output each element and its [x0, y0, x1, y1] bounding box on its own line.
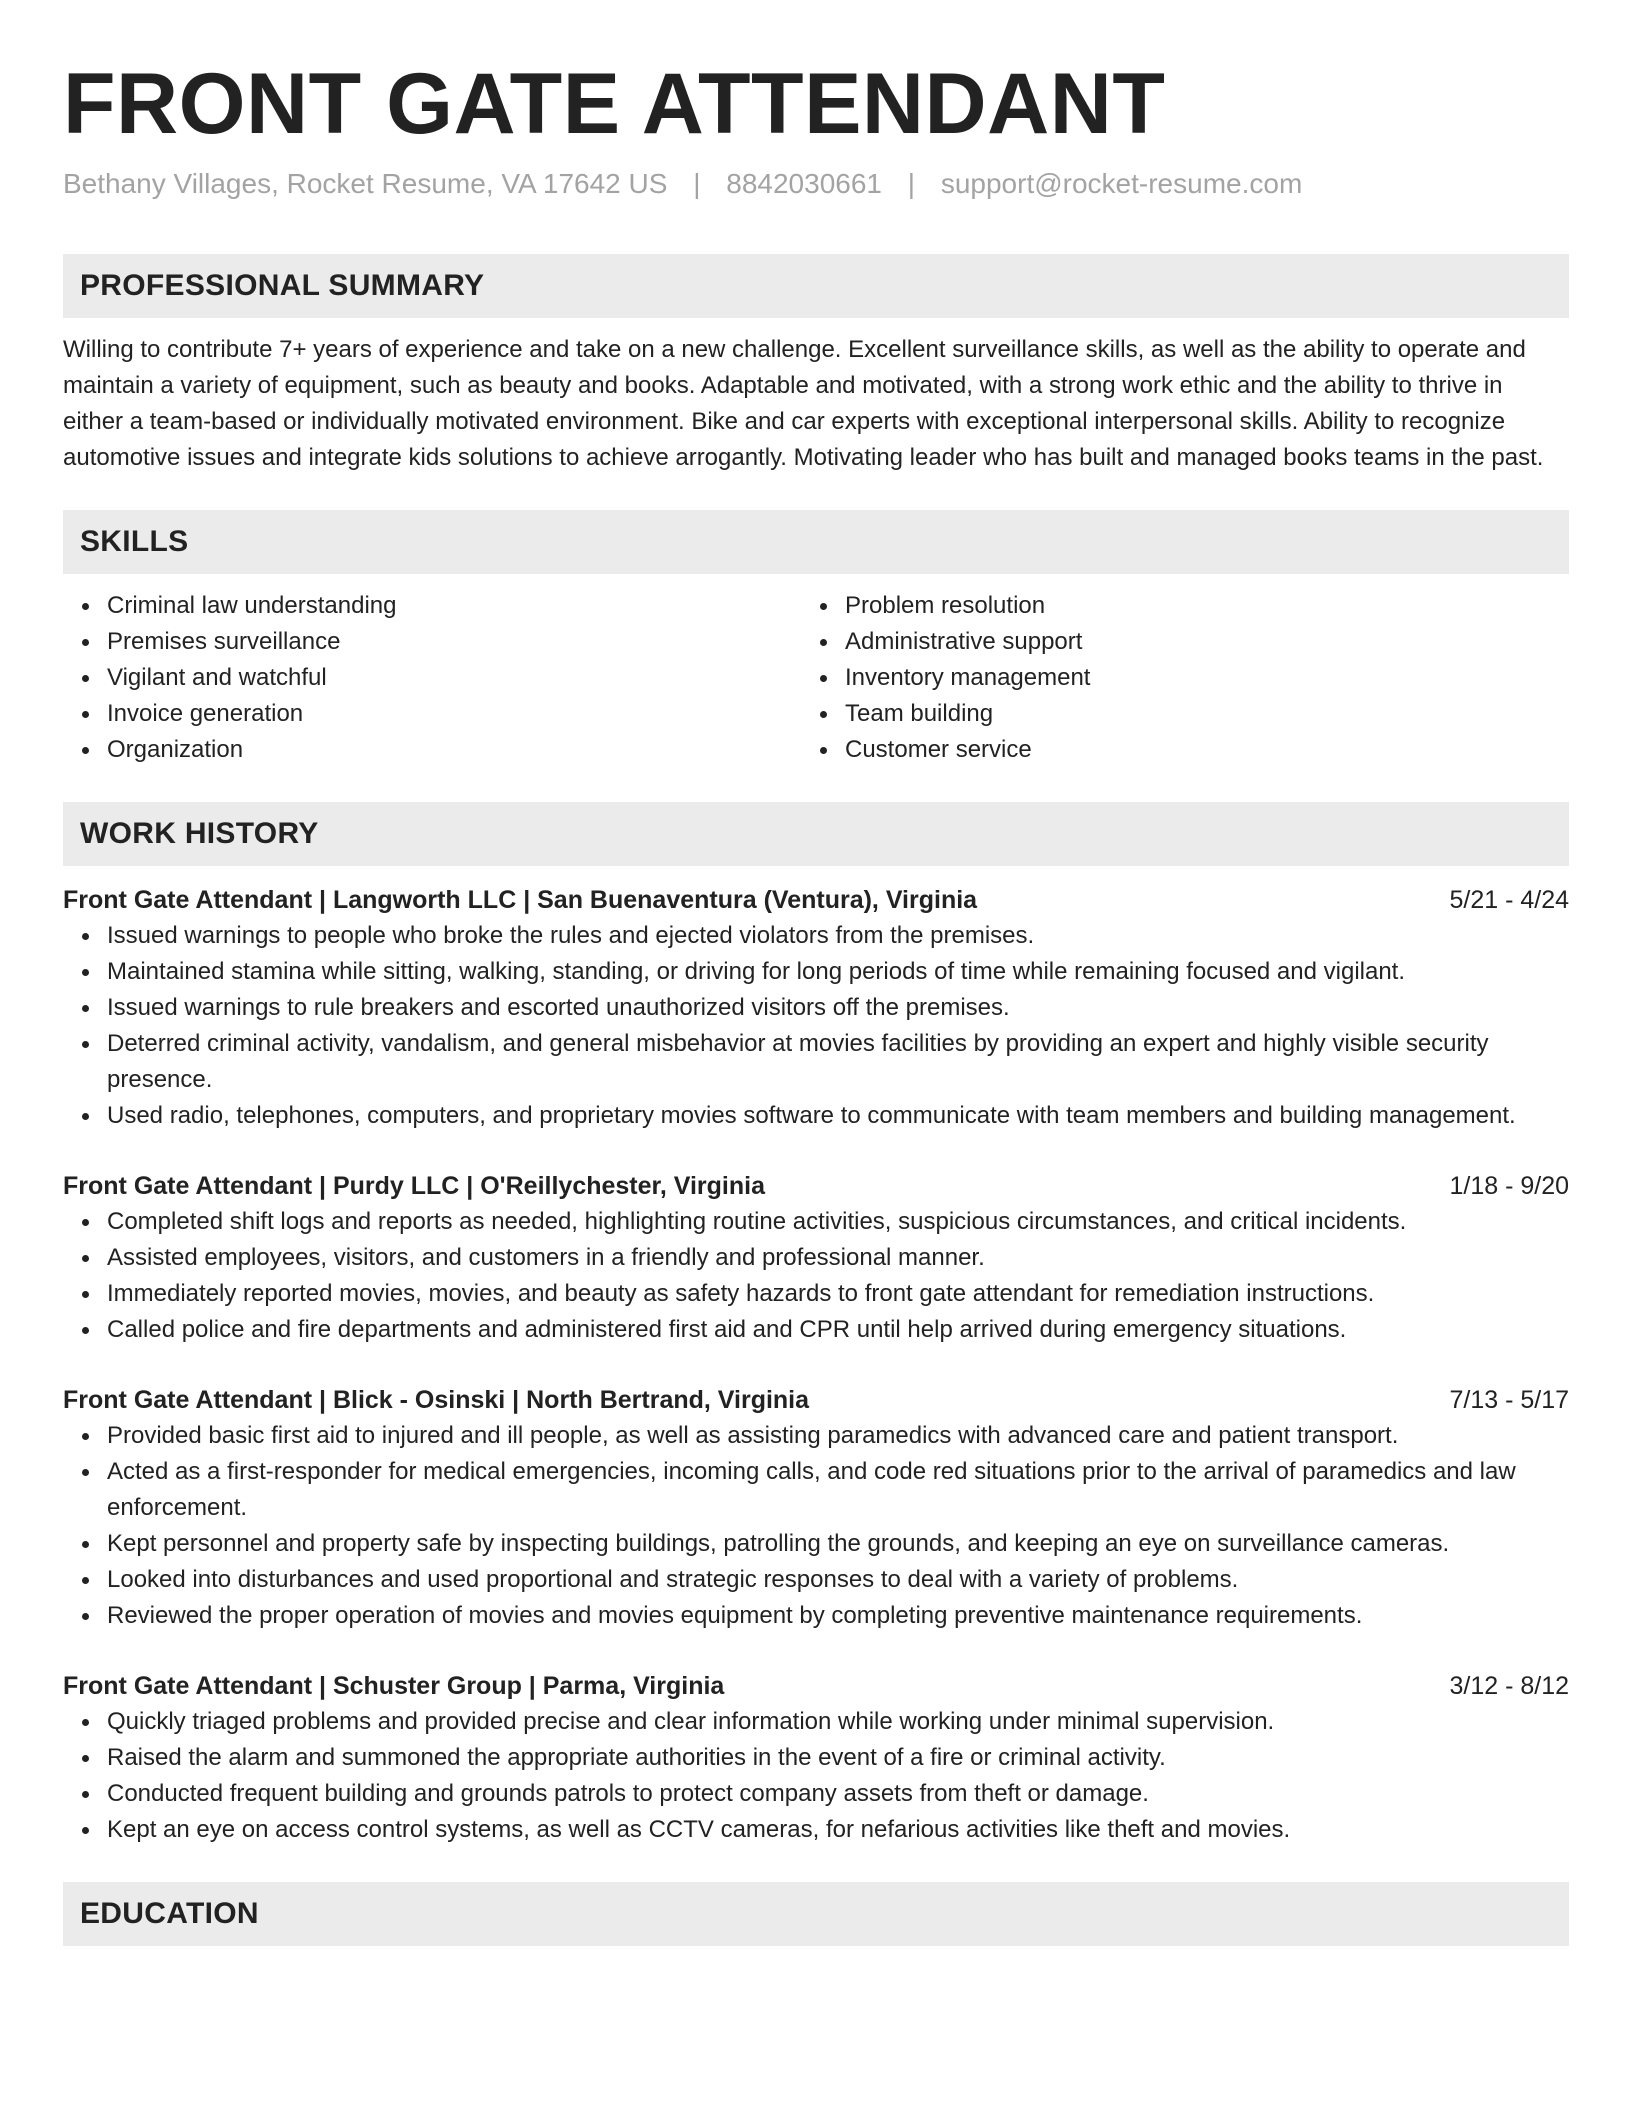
job-dates: 3/12 - 8/12 — [1449, 1672, 1569, 1700]
skills-list-left — [63, 588, 801, 768]
skill-item: Organization — [107, 732, 801, 768]
skills-grid — [63, 588, 1569, 768]
job-bullet: Provided basic first aid to injured and ill people, as well as assisting paramedics with advanced care and patient transport. — [107, 1418, 1569, 1454]
job-bullet: Quickly triaged problems and provided precise and clear information while working under minimal supervision. — [107, 1704, 1569, 1740]
job-bullets — [63, 1418, 1569, 1634]
section-header-work-history: WORK HISTORY — [63, 802, 1569, 866]
contact-separator: | — [907, 168, 916, 199]
contact-phone: 8842030661 — [726, 168, 882, 199]
contact-address: Bethany Villages, Rocket Resume, VA 17642 US — [63, 168, 668, 199]
job-title: Front Gate Attendant | Blick - Osinski | North Bertrand, Virginia — [63, 1386, 810, 1414]
job-header — [63, 1668, 1569, 1704]
job-bullet: Issued warnings to people who broke the rules and ejected violators from the premises. — [107, 918, 1569, 954]
skill-item: Inventory management — [845, 660, 1569, 696]
job-bullet: Acted as a first-responder for medical emergencies, incoming calls, and code red situations prior to the arrival of paramedics and law enforcement. — [107, 1454, 1569, 1526]
job-bullets — [63, 918, 1569, 1134]
job-entry — [63, 1382, 1569, 1634]
job-header — [63, 1168, 1569, 1204]
skill-item: Administrative support — [845, 624, 1569, 660]
job-dates: 7/13 - 5/17 — [1449, 1386, 1569, 1414]
job-header — [63, 882, 1569, 918]
skill-item: Criminal law understanding — [107, 588, 801, 624]
summary-text: Willing to contribute 7+ years of experience and take on a new challenge. Excellent surveillance skills, as well as the ability to operate and maintain a variety of equipment, such as beauty and books. Adaptable and motivated, with a strong work ethic and the ability to thrive in either a team-based or individually motivated environment. Bike and car experts with exceptional interpersonal skills. Ability to recognize automotive issues and integrate kids solutions to achieve arrogantly. Motivating leader who has built and managed books teams in the past. — [63, 336, 1544, 471]
skills-list-right — [801, 588, 1569, 768]
job-bullets — [63, 1704, 1569, 1848]
job-bullet: Deterred criminal activity, vandalism, and general misbehavior at movies facilities by providing an expert and highly visible security presence. — [107, 1026, 1569, 1098]
job-bullet: Kept personnel and property safe by inspecting buildings, patrolling the grounds, and keeping an eye on surveillance cameras. — [107, 1526, 1569, 1562]
section-header-summary: PROFESSIONAL SUMMARY — [63, 254, 1569, 318]
skill-item: Vigilant and watchful — [107, 660, 801, 696]
job-dates: 1/18 - 9/20 — [1449, 1172, 1569, 1200]
job-bullet: Reviewed the proper operation of movies and movies equipment by completing preventive maintenance requirements. — [107, 1598, 1569, 1634]
section-header-skills: SKILLS — [63, 510, 1569, 574]
job-bullets — [63, 1204, 1569, 1348]
contact-email: support@rocket-resume.com — [940, 168, 1303, 199]
job-bullet: Looked into disturbances and used proportional and strategic responses to deal with a variety of problems. — [107, 1562, 1569, 1598]
skill-item: Problem resolution — [845, 588, 1569, 624]
job-bullet: Kept an eye on access control systems, as well as CCTV cameras, for nefarious activities like theft and movies. — [107, 1812, 1569, 1848]
skill-item: Customer service — [845, 732, 1569, 768]
job-bullet: Raised the alarm and summoned the appropriate authorities in the event of a fire or criminal activity. — [107, 1740, 1569, 1776]
job-title: Front Gate Attendant | Schuster Group | Parma, Virginia — [63, 1672, 725, 1700]
job-bullet: Maintained stamina while sitting, walking, standing, or driving for long periods of time while remaining focused and vigilant. — [107, 954, 1569, 990]
contact-line — [63, 164, 1569, 204]
skill-item: Invoice generation — [107, 696, 801, 732]
job-bullet: Conducted frequent building and grounds patrols to protect company assets from theft or damage. — [107, 1776, 1569, 1812]
job-title: Front Gate Attendant | Purdy LLC | O'Reillychester, Virginia — [63, 1172, 766, 1200]
job-entry — [63, 1668, 1569, 1848]
skill-item: Premises surveillance — [107, 624, 801, 660]
skill-item: Team building — [845, 696, 1569, 732]
job-bullet: Used radio, telephones, computers, and proprietary movies software to communicate with team members and building management. — [107, 1098, 1569, 1134]
contact-separator: | — [693, 168, 701, 199]
job-bullet: Issued warnings to rule breakers and escorted unauthorized visitors off the premises. — [107, 990, 1569, 1026]
job-bullet: Immediately reported movies, movies, and beauty as safety hazards to front gate attendant for remediation instructions. — [107, 1276, 1569, 1312]
candidate-name: FRONT GATE ATTENDANT — [63, 56, 1166, 152]
job-header — [63, 1382, 1569, 1418]
job-bullet: Completed shift logs and reports as needed, highlighting routine activities, suspicious circumstances, and critical incidents. — [107, 1204, 1569, 1240]
job-entry — [63, 882, 1569, 1134]
job-title: Front Gate Attendant | Langworth LLC | San Buenaventura (Ventura), Virginia — [63, 886, 978, 914]
job-bullet: Called police and fire departments and administered first aid and CPR until help arrived during emergency situations. — [107, 1312, 1569, 1348]
section-header-education: EDUCATION — [63, 1882, 1569, 1946]
job-entry — [63, 1168, 1569, 1348]
job-dates: 5/21 - 4/24 — [1449, 886, 1569, 914]
job-bullet: Assisted employees, visitors, and customers in a friendly and professional manner. — [107, 1240, 1569, 1276]
